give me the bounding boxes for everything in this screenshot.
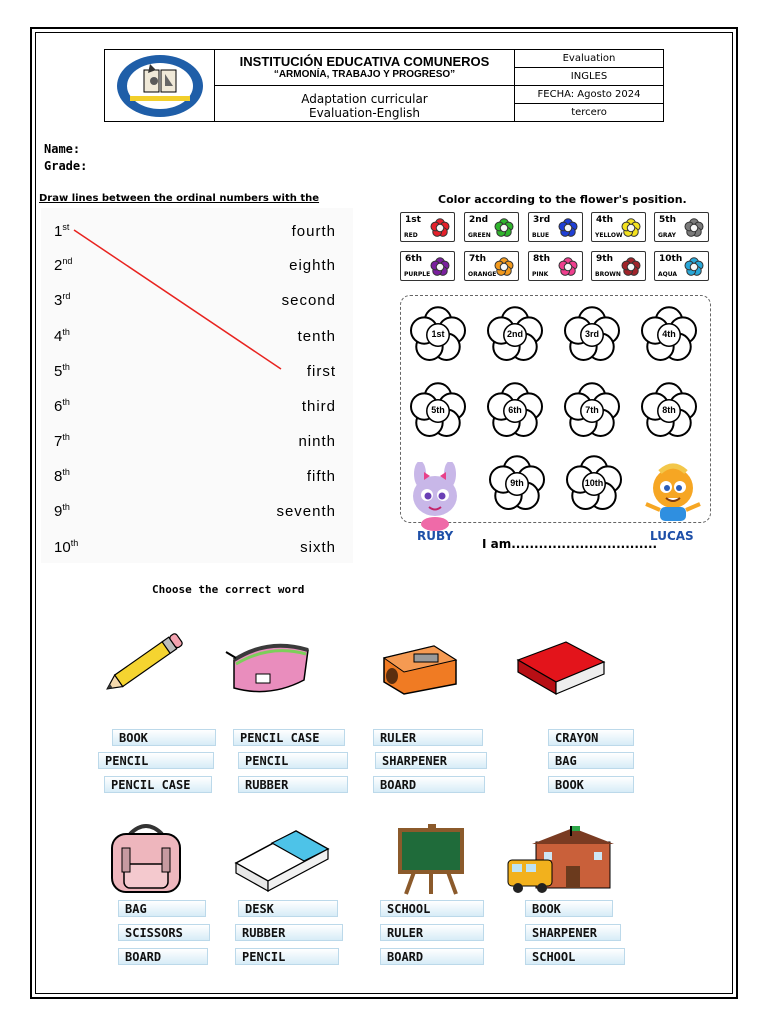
ordinal-3[interactable] (54, 291, 70, 309)
color-key-color: GREEN (468, 232, 491, 239)
color-key-ordinal: 4th (596, 215, 613, 225)
word-option[interactable]: CRAYON (548, 729, 634, 746)
ordinal-1[interactable] (54, 222, 69, 240)
header-table (104, 49, 664, 122)
flower-label: 1st (431, 329, 445, 339)
color-key-color: BLUE (532, 232, 550, 239)
color-key-ordinal: 10th (659, 254, 683, 264)
color-key-ordinal: 9th (596, 254, 613, 264)
color-key-ordinal: 5th (659, 215, 676, 225)
color-key-ordinal: 3rd (533, 215, 551, 225)
word-option[interactable]: SHARPENER (375, 752, 487, 769)
header-cell-evaluation: Evaluation (515, 50, 663, 68)
word-option[interactable]: SCISSORS (118, 924, 210, 941)
ordinal-suffix: nd (62, 256, 73, 266)
sharpener-icon (378, 640, 468, 698)
word-option[interactable]: RUBBER (235, 924, 343, 941)
flower-label: 9th (510, 478, 524, 488)
ordinal-suffix: th (62, 467, 70, 477)
ordinal-4[interactable] (54, 327, 70, 345)
flower-3rd[interactable] (559, 302, 625, 368)
word-option[interactable]: BOOK (548, 776, 634, 793)
ordinal-word-7[interactable]: ninth (298, 433, 336, 450)
flower-9th[interactable] (484, 451, 550, 517)
word-option[interactable]: SCHOOL (525, 948, 625, 965)
flower-label: 8th (662, 405, 676, 415)
word-option[interactable]: RUBBER (238, 776, 348, 793)
color-key-ordinal: 7th (469, 254, 486, 264)
header-cell-date: FECHA: Agosto 2024 (515, 86, 663, 104)
color-key-color: RED (404, 232, 418, 239)
word-option[interactable]: BAG (548, 752, 634, 769)
word-option[interactable]: PENCIL CASE (104, 776, 212, 793)
ordinal-number: 4 (54, 328, 63, 345)
ordinal-suffix: st (62, 222, 70, 232)
header-cell-grade: tercero (571, 107, 607, 118)
ordinal-6[interactable] (54, 397, 70, 415)
i-am-prompt: I am................................ (482, 537, 658, 551)
ordinal-word-4[interactable]: tenth (297, 328, 336, 345)
ordinal-number: 6 (54, 398, 63, 415)
word-option[interactable]: RULER (380, 924, 484, 941)
color-key-4th (591, 212, 646, 242)
color-key-color: YELLOW (595, 232, 623, 239)
ordinal-number: 3 (54, 292, 63, 309)
ordinal-suffix: th (62, 327, 70, 337)
color-key-ordinal: 1st (405, 215, 421, 225)
ordinal-2[interactable] (54, 256, 72, 274)
color-key-1st (400, 212, 455, 242)
grade-label: Grade: (44, 159, 88, 173)
color-key-2nd (464, 212, 519, 242)
flower-label: 3rd (584, 329, 599, 339)
ordinal-suffix: th (70, 538, 79, 548)
color-key-5th (654, 212, 709, 242)
flower-8th[interactable] (636, 378, 702, 444)
color-key-flower-icon (557, 217, 579, 239)
flower-4th[interactable] (636, 302, 702, 368)
color-key-flower-icon (493, 217, 515, 239)
ruby-name: RUBY (417, 529, 454, 543)
color-key-color: GRAY (658, 232, 676, 239)
color-key-10th (654, 251, 709, 281)
ordinal-number: 10 (54, 539, 71, 556)
ordinal-number: 2 (54, 257, 63, 274)
word-option[interactable]: DESK (238, 900, 338, 917)
flower-label: 10th (584, 478, 604, 488)
ordinal-word-9[interactable]: seventh (276, 503, 336, 520)
ordinal-8[interactable] (54, 467, 70, 485)
ordinal-number: 1 (54, 223, 63, 240)
flower-5th[interactable] (405, 378, 471, 444)
color-key-flower-icon (429, 256, 451, 278)
word-option[interactable]: PENCIL (98, 752, 214, 769)
color-key-7th (464, 251, 519, 281)
ruby-character-image (400, 462, 470, 532)
flower-label: 2nd (506, 329, 523, 339)
lucas-name: LUCAS (650, 529, 694, 543)
ordinal-9[interactable] (54, 502, 70, 520)
flower-label: 4th (662, 329, 676, 339)
ordinal-number: 7 (54, 433, 63, 450)
color-key-ordinal: 2nd (469, 215, 489, 225)
ordinal-number: 8 (54, 468, 63, 485)
school-logo (105, 50, 215, 121)
book-icon (514, 638, 609, 702)
subtitle-evaluation: Evaluation-English (309, 106, 420, 120)
color-key-color: ORANGE (468, 271, 497, 278)
school-icon (506, 826, 616, 896)
word-option[interactable]: BOARD (118, 948, 208, 965)
flower-10th[interactable] (561, 451, 627, 517)
ordinal-10[interactable] (54, 538, 78, 556)
flower-label: 7th (585, 405, 599, 415)
institution-name: INSTITUCIÓN EDUCATIVA COMUNEROS (239, 54, 490, 69)
word-option[interactable]: PENCIL CASE (233, 729, 345, 746)
ordinal-number: 9 (54, 503, 63, 520)
color-key-color: AQUA (658, 271, 678, 278)
lucas-character-image (638, 462, 708, 530)
name-label: Name: (44, 142, 81, 156)
color-key-flower-icon (620, 217, 642, 239)
flower-label: 5th (431, 405, 445, 415)
color-key-color: BROWN (595, 271, 621, 278)
subtitle-adaptation: Adaptation curricular (301, 92, 428, 106)
ordinal-suffix: th (62, 502, 70, 512)
ordinal-word-10[interactable]: sixth (300, 539, 336, 556)
board-icon (388, 822, 474, 896)
choose-title: Choose the correct word (152, 583, 305, 596)
color-key-3rd (528, 212, 583, 242)
institution-motto: “ARMONÍA, TRABAJO Y PROGRESO” (273, 69, 456, 80)
ordinal-number: 5 (54, 363, 63, 380)
ordinal-word-1[interactable]: fourth (291, 223, 336, 240)
word-option[interactable]: BOARD (373, 776, 485, 793)
flower-6th[interactable] (482, 378, 548, 444)
color-key-ordinal: 8th (533, 254, 550, 264)
ordinal-suffix: th (62, 362, 70, 372)
ordinal-suffix: th (62, 397, 70, 407)
word-option[interactable]: BOOK (112, 729, 216, 746)
color-key-flower-icon (620, 256, 642, 278)
pencil-icon (96, 630, 191, 700)
ordinal-word-8[interactable]: fifth (306, 468, 336, 485)
word-option[interactable]: PENCIL (235, 948, 339, 965)
color-key-color: PINK (532, 271, 549, 278)
rubber-icon (232, 823, 332, 895)
word-option[interactable]: SHARPENER (525, 924, 621, 941)
ordinal-word-2[interactable]: eighth (289, 257, 336, 274)
color-key-color: PURPLE (404, 271, 431, 278)
ordinal-7[interactable] (54, 432, 70, 450)
color-key-flower-icon (683, 217, 705, 239)
word-option[interactable]: BAG (118, 900, 206, 917)
flower-label: 6th (508, 405, 522, 415)
header-cell-subject: INGLES (515, 68, 663, 86)
color-key-ordinal: 6th (405, 254, 422, 264)
color-key-8th (528, 251, 583, 281)
ordinal-word-6[interactable]: third (301, 398, 336, 415)
color-key-flower-icon (683, 256, 705, 278)
flower-7th[interactable] (559, 378, 625, 444)
pencil-case-icon (222, 630, 314, 700)
ordinal-word-5[interactable]: first (306, 363, 336, 380)
word-option[interactable]: BOOK (525, 900, 613, 917)
bag-icon (104, 820, 188, 896)
flower-2nd[interactable] (482, 302, 548, 368)
ordinal-suffix: th (62, 432, 70, 442)
color-key-6th (400, 251, 455, 281)
ordinal-5[interactable] (54, 362, 70, 380)
word-option[interactable]: PENCIL (238, 752, 348, 769)
coloring-title: Color according to the flower's position. (438, 193, 687, 206)
matching-title: Draw lines between the ordinal numbers with the (39, 193, 320, 204)
color-key-flower-icon (493, 256, 515, 278)
ordinal-suffix: rd (62, 291, 71, 301)
word-option[interactable]: SCHOOL (380, 900, 484, 917)
word-option[interactable]: BOARD (380, 948, 484, 965)
color-key-flower-icon (429, 217, 451, 239)
flower-1st[interactable] (405, 302, 471, 368)
word-option[interactable]: RULER (373, 729, 483, 746)
color-key-9th (591, 251, 646, 281)
color-key-flower-icon (557, 256, 579, 278)
ordinal-word-3[interactable]: second (281, 292, 336, 309)
